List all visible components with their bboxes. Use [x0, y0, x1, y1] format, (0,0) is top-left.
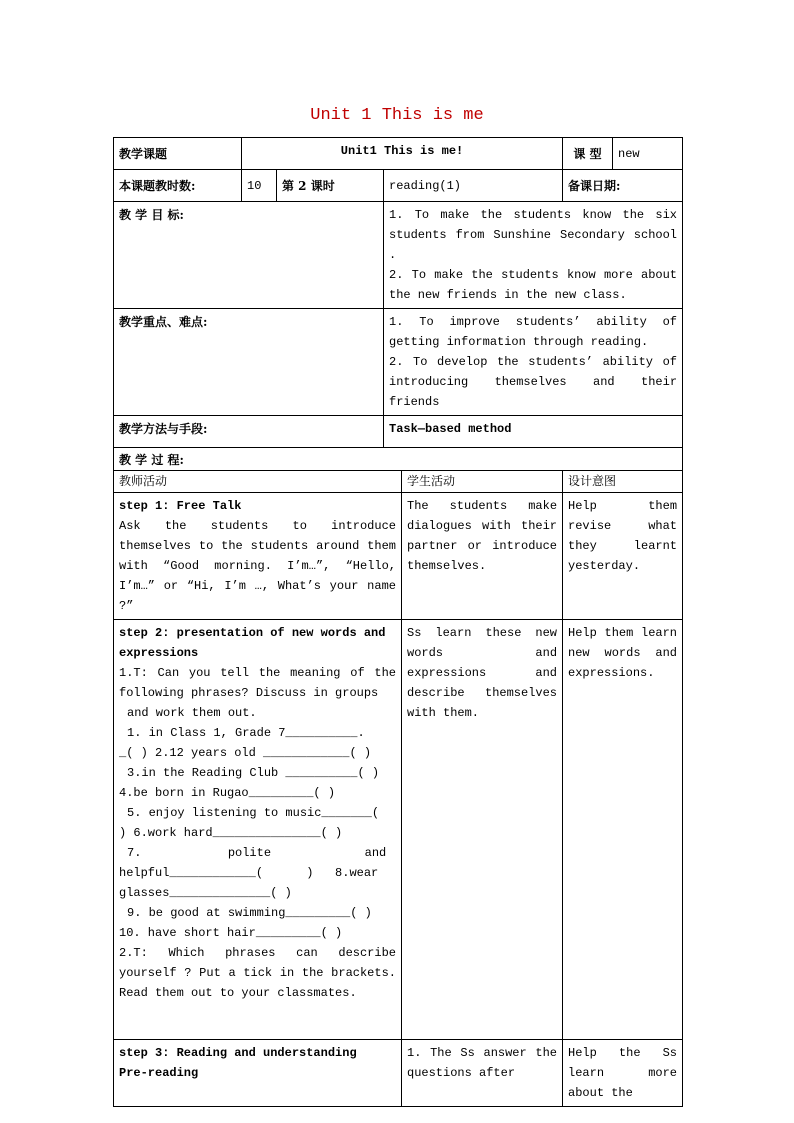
- step2-row: [114, 620, 683, 1040]
- step1-teacher-text: Ask the students to introduce themselves to the students around them with “Good morning. I’m…”, “Hello, I’m…” or “Hi, I’m …, What’s your name ?”: [119, 519, 396, 613]
- phrase-line-8: helpful____________( ) 8.wear: [119, 866, 379, 880]
- lesson-label: 第 2 课时: [277, 170, 384, 202]
- step2-question-2: 2.T: Which phrases can describe yourself ? Put a tick in the brackets. Read them out to your classmates.: [119, 946, 396, 1000]
- goals-label: 教 学 目 标:: [114, 202, 384, 309]
- step3-row: [114, 1040, 683, 1107]
- goals-row: [114, 202, 683, 309]
- lesson-value: reading(1): [384, 170, 563, 202]
- step3-purpose: Help the Ss learn more about the: [563, 1040, 683, 1107]
- step2-question-1b: and work them out.: [127, 706, 257, 720]
- goal-item-2: 2. To make the students know more about the new friends in the new class.: [389, 268, 678, 302]
- step3-subtitle: Pre-reading: [119, 1066, 199, 1080]
- hours-value: 10: [242, 170, 277, 202]
- goals-content: [384, 202, 683, 309]
- step1-student: The students make dialogues with their partner or introduce themselves.: [402, 493, 563, 620]
- key-points-content: [384, 309, 683, 416]
- step1-row: [114, 493, 683, 620]
- col-teacher-header: 教师活动: [114, 471, 402, 493]
- phrase-line-7: 7. polite and: [127, 846, 387, 860]
- phrase-line-4: 4.be born in Rugao_________( ): [119, 786, 336, 800]
- phrase-line-5: 5. enjoy listening to music_______(: [127, 806, 380, 820]
- phrase-line-3: 3.in the Reading Club __________( ): [127, 766, 380, 780]
- phrase-line-10: 9. be good at swimming_________( ): [127, 906, 372, 920]
- col-purpose-header: 设计意图: [563, 471, 683, 493]
- hours-label: 本课题教时数:: [114, 170, 242, 202]
- step2-title: step 2: presentation of new words and expressions: [119, 626, 386, 660]
- process-row: [114, 448, 683, 471]
- type-value: new: [613, 138, 683, 170]
- phrase-line-1: 1. in Class 1, Grade 7__________.: [127, 726, 365, 740]
- phrase-line-6: ) 6.work hard_______________( ): [119, 826, 343, 840]
- methods-row: [114, 416, 683, 448]
- type-label: 课 型: [563, 138, 613, 170]
- topic-label: 教学课题: [114, 138, 242, 170]
- key-points-row: [114, 309, 683, 416]
- topic-value: Unit1 This is me!: [242, 138, 563, 170]
- phrase-line-2: _( ) 2.12 years old ____________( ): [119, 746, 372, 760]
- process-label: 教 学 过 程:: [114, 448, 683, 471]
- lesson-plan-table: [113, 137, 683, 1107]
- step1-purpose: Help them revise what they learnt yesterday.: [563, 493, 683, 620]
- step2-purpose: Help them learn new words and expressions.: [563, 620, 683, 1040]
- step3-teacher: [114, 1040, 402, 1107]
- header-row-topic: [114, 138, 683, 170]
- step3-title: step 3: Reading and understanding: [119, 1046, 357, 1060]
- key-points-label: 教学重点、难点:: [114, 309, 384, 416]
- col-student-header: 学生活动: [402, 471, 563, 493]
- phrase-line-9: glasses______________( ): [119, 886, 292, 900]
- goal-item-1: 1. To make the students know the six students from Sunshine Secondary school .: [389, 208, 678, 262]
- phrase-line-11: 10. have short hair_________( ): [119, 926, 343, 940]
- step2-teacher: [114, 620, 402, 1040]
- step1-title: step 1: Free Talk: [119, 499, 242, 513]
- header-row-hours: [114, 170, 683, 202]
- step2-question-1: 1.T: Can you tell the meaning of the following phrases? Discuss in groups: [119, 666, 396, 700]
- step3-student: 1. The Ss answer the questions after: [402, 1040, 563, 1107]
- key-point-item-2: 2. To develop the students’ ability of introducing themselves and their friends: [389, 355, 678, 409]
- date-label: 备课日期:: [563, 170, 683, 202]
- step2-student: Ss learn these new words and expressions and describe themselves with them.: [402, 620, 563, 1040]
- methods-label: 教学方法与手段:: [114, 416, 384, 448]
- page-title: Unit 1 This is me: [310, 106, 484, 125]
- key-point-item-1: 1. To improve students’ ability of getting information through reading.: [389, 315, 678, 349]
- step1-teacher: [114, 493, 402, 620]
- methods-value: Task—based method: [384, 416, 683, 448]
- process-columns-row: [114, 471, 683, 493]
